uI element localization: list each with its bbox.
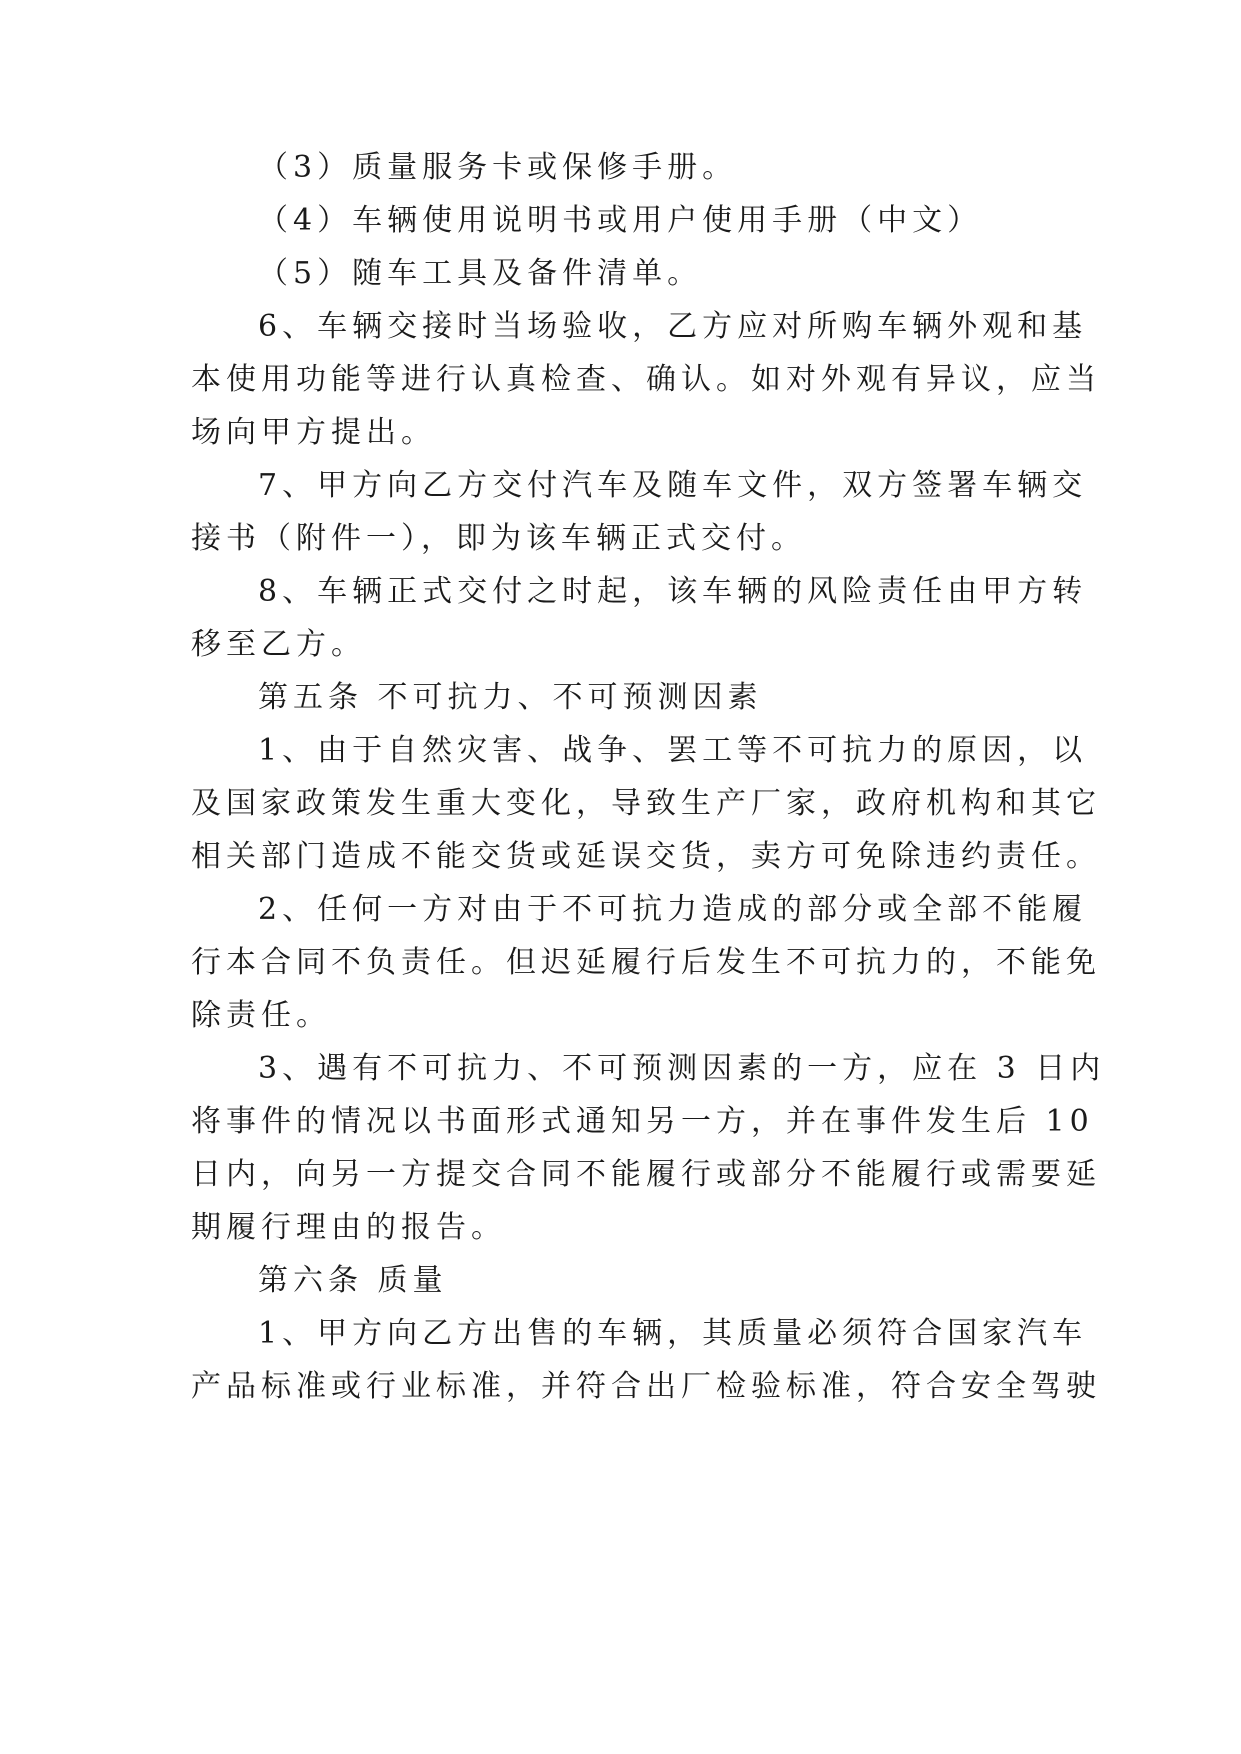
list-item: （3）质量服务卡或保修手册。 bbox=[258, 150, 738, 185]
list-item: （5）随车工具及备件清单。 bbox=[258, 256, 703, 291]
paragraph-line: 日内，向另一方提交合同不能履行或部分不能履行或需要延 bbox=[191, 1157, 1101, 1192]
paragraph-line: 2、任何一方对由于不可抗力造成的部分或全部不能履 bbox=[258, 892, 1088, 927]
paragraph-line: 场向甲方提出。 bbox=[191, 415, 436, 450]
paragraph-line: 产品标准或行业标准，并符合出厂检验标准，符合安全驾驶 bbox=[191, 1369, 1101, 1404]
paragraph-line: 本使用功能等进行认真检查、确认。如对外观有异议，应当 bbox=[191, 362, 1101, 397]
paragraph-line: 移至乙方。 bbox=[191, 627, 366, 662]
paragraph-line: 7、甲方向乙方交付汽车及随车文件，双方签署车辆交 bbox=[258, 468, 1088, 503]
list-item: （4）车辆使用说明书或用户使用手册（中文） bbox=[258, 203, 983, 238]
paragraph-line: 8、车辆正式交付之时起，该车辆的风险责任由甲方转 bbox=[258, 574, 1088, 609]
paragraph-line: 相关部门造成不能交货或延误交货，卖方可免除违约责任。 bbox=[191, 839, 1101, 874]
paragraph-line: 及国家政策发生重大变化，导致生产厂家，政府机构和其它 bbox=[191, 786, 1101, 821]
section-heading: 第五条 不可抗力、不可预测因素 bbox=[258, 680, 763, 715]
paragraph-line: 期履行理由的报告。 bbox=[191, 1210, 506, 1245]
paragraph-line: 1、由于自然灾害、战争、罢工等不可抗力的原因，以 bbox=[258, 733, 1088, 768]
section-heading: 第六条 质量 bbox=[258, 1263, 448, 1298]
paragraph-line: 1、甲方向乙方出售的车辆，其质量必须符合国家汽车 bbox=[258, 1316, 1088, 1351]
paragraph-line: 接书（附件一），即为该车辆正式交付。 bbox=[191, 521, 806, 556]
paragraph-line: 行本合同不负责任。但迟延履行后发生不可抗力的，不能免 bbox=[191, 945, 1101, 980]
paragraph-line: 6、车辆交接时当场验收，乙方应对所购车辆外观和基 bbox=[258, 309, 1088, 344]
paragraph-line: 将事件的情况以书面形式通知另一方，并在事件发生后 10 bbox=[191, 1104, 1094, 1139]
paragraph-line: 3、遇有不可抗力、不可预测因素的一方，应在 3 日内 bbox=[258, 1051, 1106, 1086]
paragraph-line: 除责任。 bbox=[191, 998, 331, 1033]
